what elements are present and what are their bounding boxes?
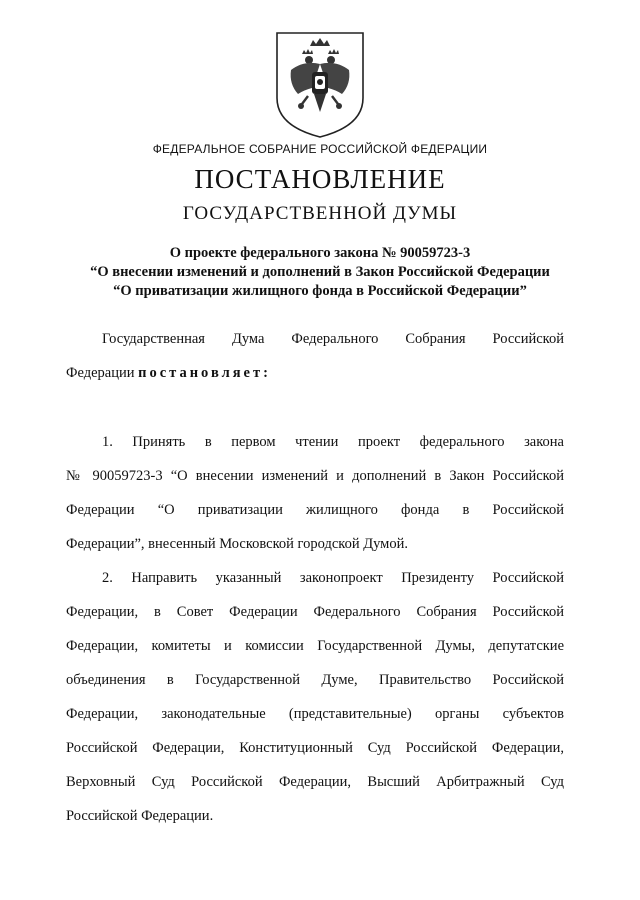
item-line: Верховный Суд Российской Федерации, Высший Арбитражный Суд bbox=[66, 774, 564, 790]
item-line: Федерации “О приватизации жилищного фонда в Российской bbox=[66, 502, 564, 518]
issuer-name: ГОСУДАРСТВЕННОЙ ДУМЫ bbox=[182, 203, 458, 224]
subject-line: О проекте федерального закона № 90059723-3 bbox=[169, 245, 471, 261]
item-line: объединения в Государственной Думе, Правительство Российской bbox=[66, 672, 564, 688]
coat-of-arms-emblem bbox=[274, 30, 366, 140]
preamble-prefix: Федерации bbox=[66, 365, 135, 381]
item-line: Федерации, в Совет Федерации Федерального Собрания Российской bbox=[66, 604, 564, 620]
item-line: № 90059723-3 “О внесении изменений и дополнений в Закон Российской bbox=[66, 468, 564, 484]
subject-line: “О приватизации жилищного фонда в Российской Федерации” bbox=[113, 283, 527, 299]
preamble bbox=[66, 322, 564, 390]
preamble-line bbox=[66, 356, 564, 390]
item-line: Российской Федерации, Конституционный Суд Российской Федерации, bbox=[66, 740, 564, 756]
decree-item-1 bbox=[66, 425, 564, 561]
item-line: Федерации, комитеты и комиссии Государственной Думы, депутатские bbox=[66, 638, 564, 654]
decree-verb: постановляет: bbox=[138, 365, 271, 381]
subject-line: “О внесении изменений и дополнений в Закон Российской Федерации bbox=[90, 264, 550, 280]
document-subject bbox=[0, 244, 640, 301]
item-line: Федерации”, внесенный Московской городской Думой. bbox=[66, 536, 408, 552]
document-type-title: ПОСТАНОВЛЕНИЕ bbox=[194, 164, 446, 194]
organization-name: ФЕДЕРАЛЬНОЕ СОБРАНИЕ РОССИЙСКОЙ ФЕДЕРАЦИИ bbox=[152, 142, 488, 156]
item-line: 1. Принять в первом чтении проект федерального закона bbox=[102, 434, 564, 450]
decree-item-2 bbox=[66, 561, 564, 833]
item-line: Российской Федерации. bbox=[66, 808, 214, 824]
item-line: Федерации, законодательные (представительные) органы субъектов bbox=[66, 706, 564, 722]
preamble-line: Государственная Дума Федерального Собрания Российской bbox=[102, 331, 564, 347]
item-line: 2. Направить указанный законопроект Президенту Российской bbox=[102, 570, 564, 586]
